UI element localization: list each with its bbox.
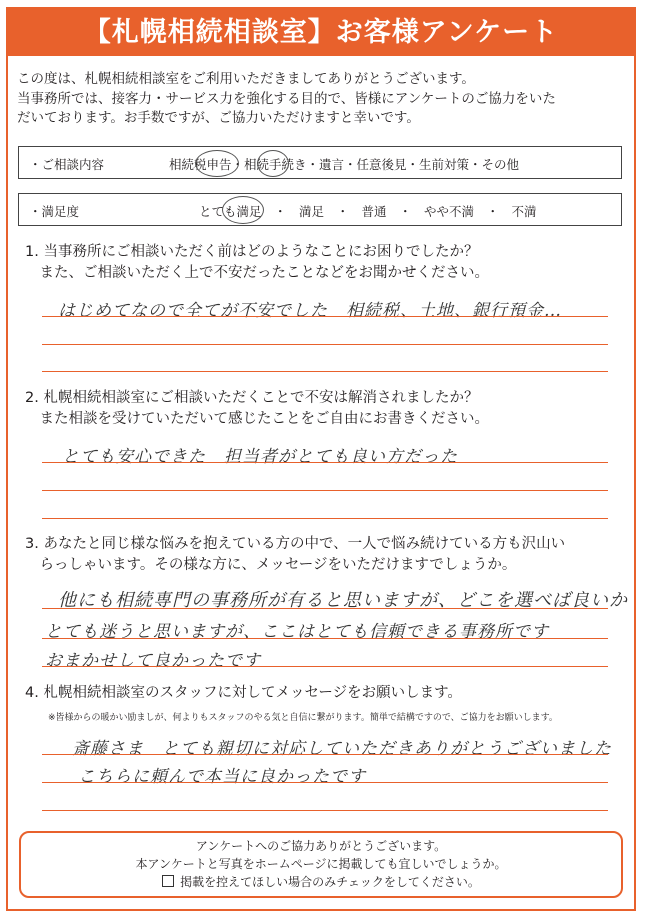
- answer-rule: [42, 810, 608, 811]
- answer-1-line-1[interactable]: はじめてなので全てが不安でした 相続税、土地、銀行預金…: [58, 301, 562, 321]
- footer-check-row: [21, 873, 621, 891]
- footer-question: 本アンケートと写真をホームページに掲載しても宜しいでしょうか。: [135, 857, 507, 871]
- answer-2-line-1[interactable]: とても安心できた 担当者がとても良い方だった: [62, 447, 458, 467]
- question-4: [25, 683, 625, 704]
- answer-rule: [42, 666, 608, 667]
- question-2: [25, 388, 625, 430]
- answer-3-line-2[interactable]: とても迷うと思いますが、ここはとても信頼できる事務所です: [45, 622, 549, 642]
- answer-4-line-1[interactable]: 斎藤さま とても親切に対応していただきありがとうございました: [72, 739, 612, 759]
- intro-line: だいております。お手数ですが、ご協力いただけますと幸いです。: [17, 110, 420, 126]
- answer-3-line-3[interactable]: おまかせして良かったです: [45, 651, 261, 671]
- answer-rule: [42, 490, 608, 491]
- question-line: また相談を受けていただいて感じたことをご自由にお書きください。: [25, 411, 489, 427]
- question-1: [25, 242, 625, 284]
- answer-rule: [42, 518, 608, 519]
- intro-line: この度は、札幌相続相談室をご利用いただきましてありがとうございます。: [17, 71, 475, 87]
- answer-rule: [42, 754, 608, 755]
- answer-rule: [42, 782, 608, 783]
- question-line: 3. あなたと同じ様な悩みを抱えている方の中で、一人で悩み続けている方も沢山い: [25, 536, 566, 552]
- footer-thanks: アンケートへのご協力ありがとうございます。: [195, 839, 447, 853]
- survey-title: 【札幌相続相談室】お客様アンケート: [8, 9, 634, 56]
- question-line: 1. 当事務所にご相談いただく前はどのようなことにお困りでしたか？: [25, 244, 479, 260]
- answer-rule: [42, 316, 608, 317]
- satisfaction-options: とても満足 ・ 満足 ・ 普通 ・ やや不満 ・ 不満: [199, 204, 537, 219]
- footer-box: [19, 831, 623, 898]
- answer-rule: [42, 638, 608, 639]
- answer-rule: [42, 344, 608, 345]
- consult-type-options: 相続税申告・相続手続き・遺言・任意後見・生前対策・その他: [169, 157, 520, 172]
- publish-optout-checkbox[interactable]: [162, 875, 174, 887]
- intro-text: [17, 70, 627, 129]
- question-line: らっしゃいます。その様な方に、メッセージをいただけますでしょうか。: [25, 557, 517, 573]
- answer-rule: [42, 608, 608, 609]
- question-3: [25, 534, 625, 576]
- consult-circle-mark: [257, 150, 289, 177]
- footer-check-label: 掲載を控えてほしい場合のみチェックをしてください。: [180, 875, 480, 889]
- answer-3-line-1[interactable]: 他にも相続専門の事務所が有ると思いますが、どこを選べば良いか: [58, 590, 628, 611]
- question-4-note: ※皆様からの暖かい励ましが、何よりもスタッフのやる気と自信に繋がります。簡単で結構ですので、ご協力をお願いします。: [48, 713, 558, 723]
- question-line: また、ご相談いただく上で不安だったことなどをお聞かせください。: [25, 265, 489, 281]
- question-line: 2. 札幌相続相談室にご相談いただくことで不安は解消されましたか？: [25, 390, 479, 406]
- intro-line: 当事務所では、接客力・サービス力を強化する目的で、皆様にアンケートのご協力をいた: [17, 90, 556, 107]
- answer-4-line-2[interactable]: こちらに頼んで本当に良かったです: [78, 767, 366, 787]
- satisfaction-box: [18, 193, 622, 226]
- consult-type-label: ・ご相談内容: [29, 157, 105, 172]
- answer-rule: [42, 371, 608, 372]
- question-line: 4. 札幌相続相談室のスタッフに対してメッセージをお願いします。: [25, 685, 462, 701]
- consult-circle-mark: [195, 150, 239, 177]
- satisfaction-label: ・満足度: [29, 204, 80, 219]
- consult-type-box: [18, 146, 622, 179]
- answer-rule: [42, 462, 608, 463]
- satisfaction-circle-mark: [222, 196, 264, 224]
